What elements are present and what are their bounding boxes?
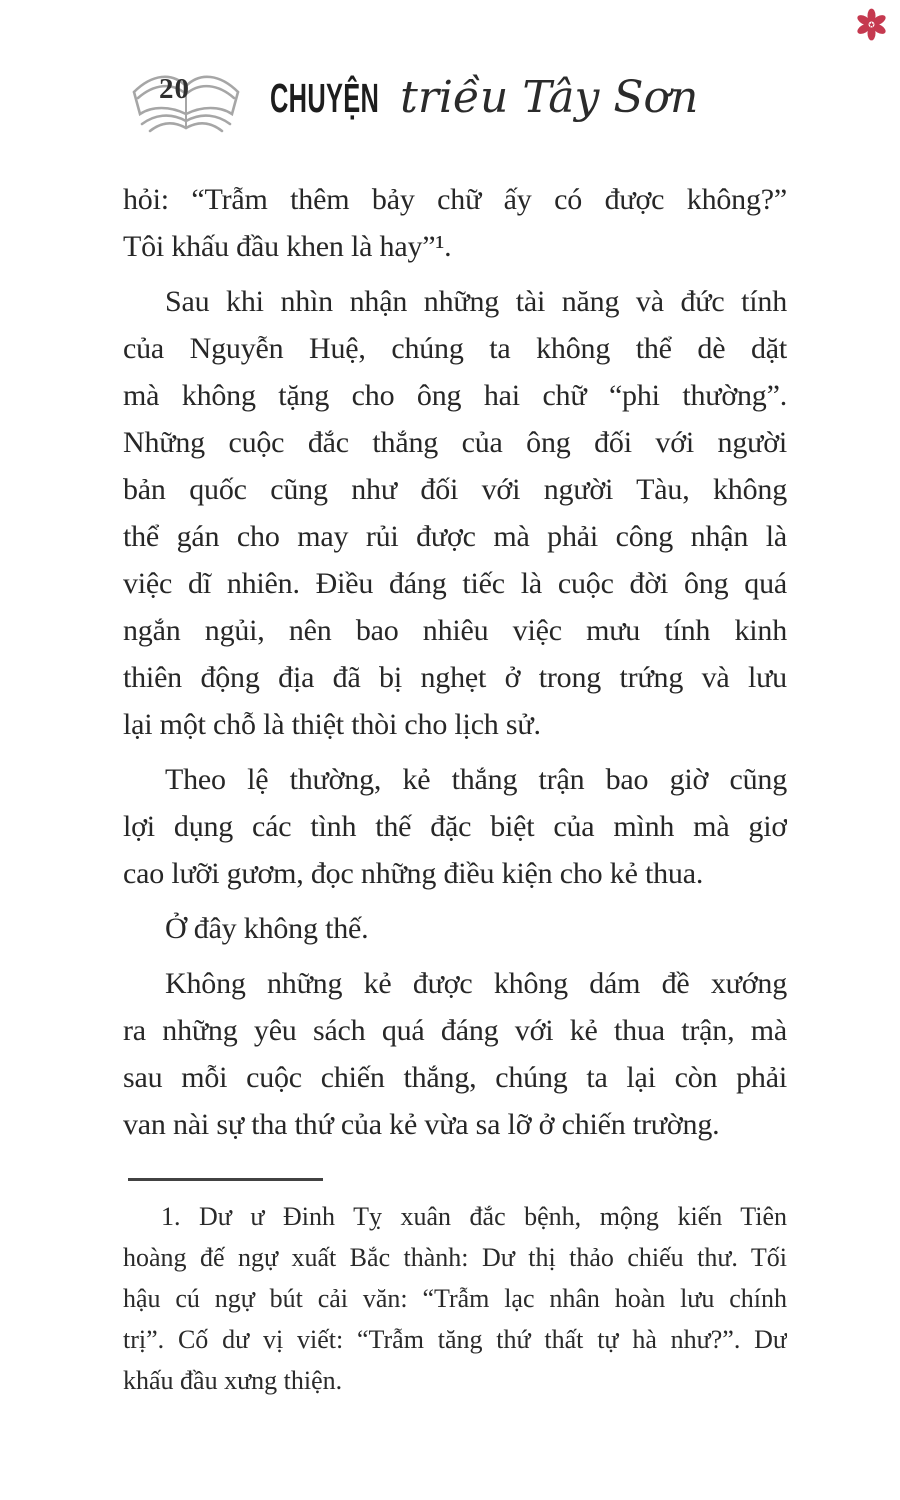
- text-line: trị”. Cố dư vị viết: “Trẫm tăng thứ thất tự hà như?”. Dư: [123, 1325, 787, 1354]
- paragraph: [123, 905, 787, 952]
- text-line: Những cuộc đắc thắng của ông đối với người: [123, 426, 787, 459]
- text-line: Không những kẻ được không dám đề xướng: [165, 967, 787, 1000]
- paragraph: [123, 176, 787, 270]
- text-line: Ở đây không thế.: [165, 912, 369, 945]
- footnote: [123, 1178, 787, 1401]
- text-line: hoàng đế ngự xuất Bắc thành: Dư thị thảo chiếu thư. Tối: [123, 1243, 787, 1272]
- footnote-lines: [123, 1196, 787, 1401]
- text-line: lại một chỗ là thiệt thòi cho lịch sử.: [123, 708, 541, 741]
- page-header: [126, 64, 698, 150]
- body-text: [123, 176, 787, 1156]
- text-line: lợi dụng các tình thế đặc biệt của mình mà giơ: [123, 810, 787, 843]
- text-line: sau mỗi cuộc chiến thắng, chúng ta lại còn phải: [123, 1061, 787, 1094]
- text-line: 1. Dư ư Đinh Tỵ xuân đắc bệnh, mộng kiến Tiên: [161, 1202, 787, 1231]
- text-line: khấu đầu xưng thiện.: [123, 1366, 343, 1395]
- paragraph: [123, 960, 787, 1148]
- text-line: bản quốc cũng như đối với người Tàu, không: [123, 473, 787, 506]
- text-line: mà không tặng cho ông hai chữ “phi thường”.: [123, 379, 787, 412]
- page-title: [270, 64, 698, 123]
- paragraph: [123, 278, 787, 748]
- text-line: hỏi: “Trẫm thêm bảy chữ ấy có được không?”: [123, 183, 787, 216]
- text-line: Tôi khấu đầu khen là hay”¹.: [123, 230, 452, 263]
- text-line: cao lưỡi gươm, đọc những điều kiện cho kẻ thua.: [123, 857, 704, 890]
- text-line: van nài sự tha thứ của kẻ vừa sa lỡ ở chiến trường.: [123, 1108, 720, 1141]
- text-line: của Nguyễn Huệ, chúng ta không thể dè dặt: [123, 332, 787, 365]
- open-book-icon: [126, 64, 246, 150]
- title-main-text: CHUYỆN: [270, 75, 380, 121]
- text-line: ra những yêu sách quá đáng với kẻ thua trận, mà: [123, 1014, 787, 1047]
- red-flower-icon: [854, 7, 889, 42]
- footnote-rule: [128, 1178, 323, 1181]
- title-script-text: triều Tây Sơn: [400, 72, 699, 123]
- text-line: Sau khi nhìn nhận những tài năng và đức tính: [165, 285, 787, 318]
- page-number: 20: [159, 73, 190, 105]
- text-line: việc dĩ nhiên. Điều đáng tiếc là cuộc đời ông quá: [123, 567, 787, 600]
- text-line: ngắn ngủi, nên bao nhiêu việc mưu tính kinh: [123, 614, 787, 647]
- text-line: Theo lệ thường, kẻ thắng trận bao giờ cũng: [165, 763, 787, 796]
- text-line: thiên động địa đã bị nghẹt ở trong trứng và lưu: [123, 661, 787, 694]
- text-line: hậu cú ngự bút cải văn: “Trẫm lạc nhân hoàn lưu chính: [123, 1284, 787, 1313]
- paragraph: [123, 756, 787, 897]
- text-line: thể gán cho may rủi được mà phải công nhận là: [123, 520, 787, 553]
